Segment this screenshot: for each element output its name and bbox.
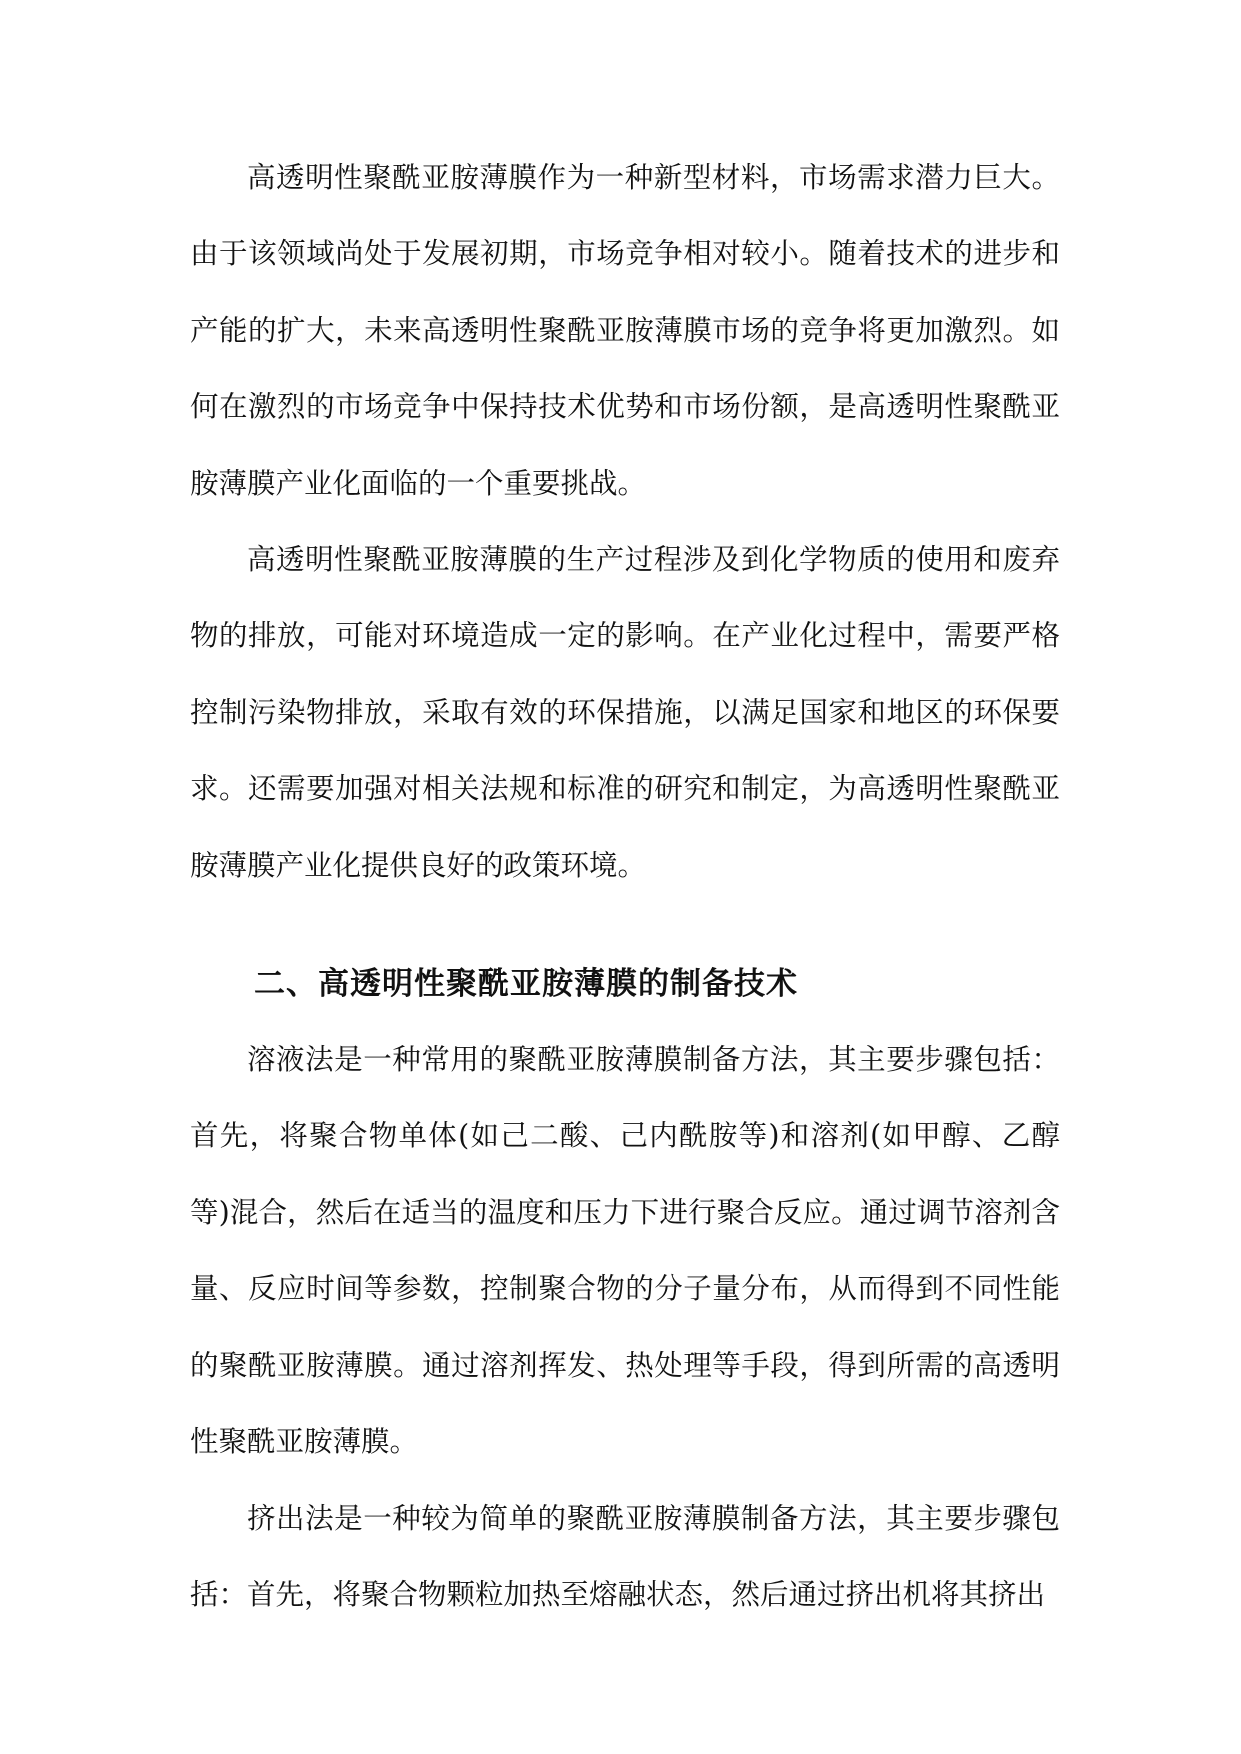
paragraph-extrusion-method: 挤出法是一种较为简单的聚酰亚胺薄膜制备方法，其主要步骤包括：首先，将聚合物颗粒加热至熔融状态，然后通过挤出机将其挤出 <box>190 1501 1060 1611</box>
paragraph-market-competition: 高透明性聚酰亚胺薄膜作为一种新型材料，市场需求潜力巨大。由于该领域尚处于发展初期，市场竞争相对较小。随着技术的进步和产能的扩大，未来高透明性聚酰亚胺薄膜市场的竞争将更加激烈。如何在激烈的市场竞争中保持技术优势和市场份额，是高透明性聚酰亚胺薄膜产业化面临的一个重要挑战。 <box>190 161 1060 500</box>
paragraph-solution-method: 溶液法是一种常用的聚酰亚胺薄膜制备方法，其主要步骤包括：首先，将聚合物单体(如己二酸、己内酰胺等)和溶剂(如甲醇、乙醇等)混合，然后在适当的温度和压力下进行聚合反应。通过调节溶剂含量、反应时间等参数，控制聚合物的分子量分布，从而得到不同性能的聚酰亚胺薄膜。通过溶剂挥发、热处理等手段，得到所需的高透明性聚酰亚胺薄膜。 <box>190 1043 1060 1459</box>
paragraph-environmental-impact: 高透明性聚酰亚胺薄膜的生产过程涉及到化学物质的使用和废弃物的排放，可能对环境造成一定的影响。在产业化过程中，需要严格控制污染物排放，采取有效的环保措施，以满足国家和地区的环保要求。还需要加强对相关法规和标准的研究和制定，为高透明性聚酰亚胺薄膜产业化提供良好的政策环境。 <box>190 543 1060 882</box>
section-heading: 二、高透明性聚酰亚胺薄膜的制备技术 <box>254 966 798 1003</box>
document-page <box>190 140 1060 1633</box>
